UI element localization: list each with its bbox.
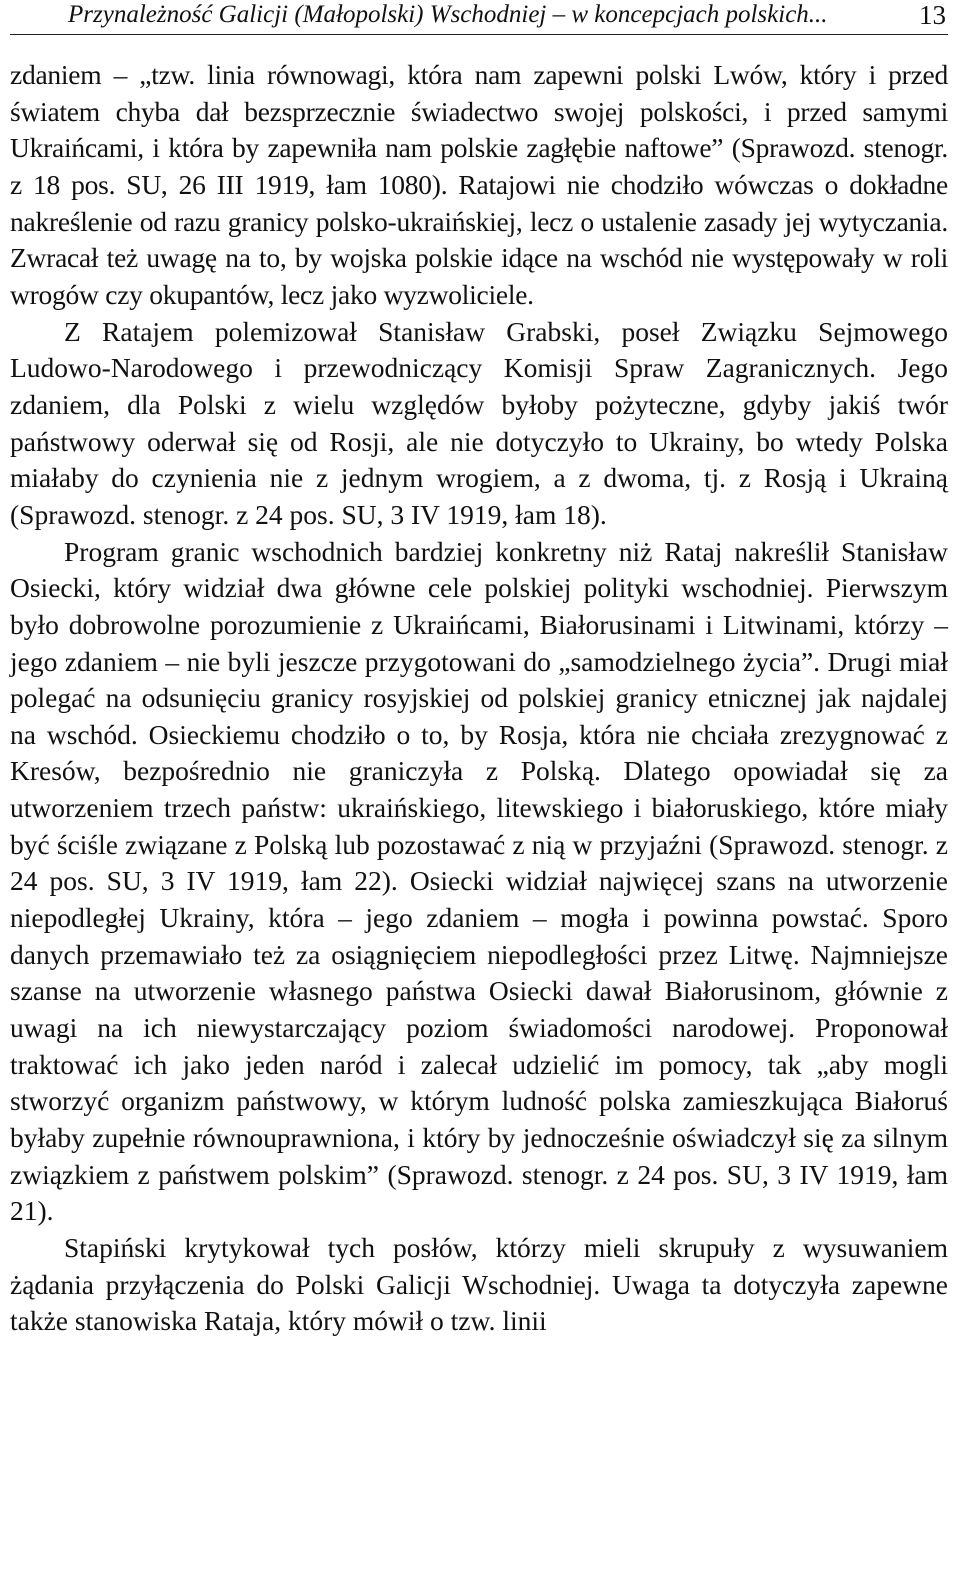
running-header-title: Przynależność Galicji (Małopolski) Wschodniej – w koncepcjach polskich...	[68, 1, 828, 28]
page-number: 13	[919, 0, 946, 30]
running-header	[10, 0, 948, 35]
paragraph-3: Program granic wschodnich bardziej konkretny niż Rataj nakreślił Stanisław Osiecki, który widział dwa główne cele polskiej polityki wschodniej. Pierwszym było dobrowolne porozumienie z Ukraińcami, Białorusinami i Litwinami, którzy – jego zdaniem – nie byli jeszcze przygotowani do „samodzielnego życia”. Drugi miał polegać na odsunięciu granicy rosyjskiej od polskiej granicy etnicznej jak najdalej na wschód. Osieckiemu chodziło o to, by Rosja, która nie chciała zrezygnować z Kresów, bezpośrednio nie graniczyła z Polską. Dlatego opowiadał się za utworzeniem trzech państw: ukraińskiego, litewskiego i białoruskiego, które miały być ściśle związane z Polską lub pozostawać z nią w przyjaźni (Sprawozd. stenogr. z 24 pos. SU, 3 IV 1919, łam 22). Osiecki widział najwięcej szans na utworzenie niepodległej Ukrainy, która – jego zdaniem – mogła i powinna powstać. Sporo danych przemawiało też za osiągnięciem niepodległości przez Litwę. Najmniejsze szanse na utworzenie własnego państwa Osiecki dawał Białorusinom, głównie z uwagi na ich niewystarczający poziom świadomości narodowej. Proponował traktować ich jako jeden naród i zalecał udzielić im pomocy, tak „aby mogli stworzyć organizm państwowy, w którym ludność polska zamieszkująca Białoruś byłaby zupełnie równouprawniona, i który by jednocześnie oświadczył się za silnym związkiem z państwem polskim” (Sprawozd. stenogr. z 24 pos. SU, 3 IV 1919, łam 21).	[10, 535, 948, 1227]
paragraph-4: Stapiński krytykował tych posłów, którzy mieli skrupuły z wysuwaniem żądania przyłączenia do Polski Galicji Wschodniej. Uwaga ta dotyczyła zapewne także stanowiska Rataja, który mówił o tzw. linii	[10, 1232, 948, 1337]
paragraph-1: zdaniem – „tzw. linia równowagi, która nam zapewni polski Lwów, który i przed światem chyba dał bezsprzecznie świadectwo swojej polskości, i przed samymi Ukraińcami, i która by zapewniła nam polskie zagłębie naftowe” (Sprawozd. stenogr. z 18 pos. SU, 26 III 1919, łam 1080). Ratajowi nie chodziło wówczas o dokładne nakreślenie od razu granicy polsko-ukraińskiej, lecz o ustalenie zasady jej wytyczania. Zwracał też uwagę na to, by wojska polskie idące na wschód nie występowały w roli wrogów czy okupantów, lecz jako wyzwoliciele.	[10, 59, 948, 310]
body-text	[10, 57, 948, 1340]
paragraph-2: Z Ratajem polemizował Stanisław Grabski, poseł Związku Sejmowego Ludowo-Narodowego i przewodniczący Komisji Spraw Zagranicznych. Jego zdaniem, dla Polski z wielu względów byłoby pożyteczne, gdyby jakiś twór państwowy oderwał się od Rosji, ale nie dotyczyło to Ukrainy, bo wtedy Polska miałaby do czynienia nie z jednym wrogiem, a z dwoma, tj. z Rosją i Ukrainą (Sprawozd. stenogr. z 24 pos. SU, 3 IV 1919, łam 18).	[10, 315, 948, 530]
